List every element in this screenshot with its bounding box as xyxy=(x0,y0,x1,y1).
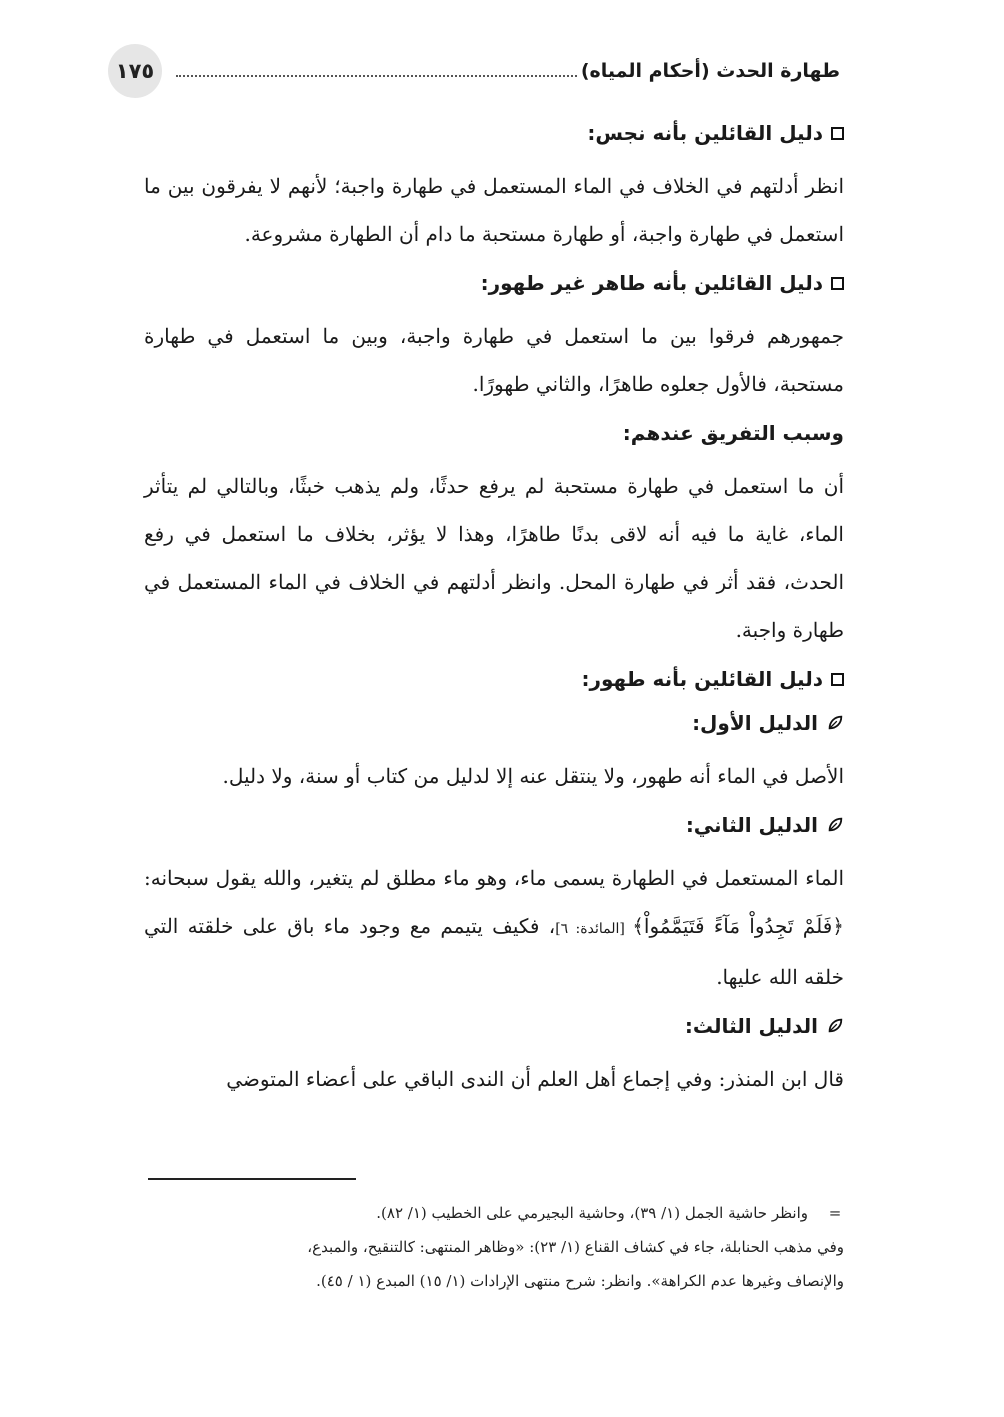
section-heading-text: دليل القائلين بأنه طهور: xyxy=(581,667,823,691)
footnote-line: والإنصاف وغيرها عدم الكراهة». وانظر: شرح منتهى الإرادات (١/ ١٥) المبدع (١ / ٤٥). xyxy=(316,1272,844,1290)
section-heading-najis xyxy=(144,118,844,148)
evidence-heading-third xyxy=(144,1011,844,1041)
paragraph: قال ابن المنذر: وفي إجماع أهل العلم أن الندى الباقي على أعضاء المتوضي xyxy=(226,1067,844,1091)
footnote-text: وانظر حاشية الجمل (١/ ٣٩)، وحاشية البجيرمي على الخطيب (١/ ٨٢). xyxy=(376,1204,808,1222)
footnote-line: وفي مذهب الحنابلة، جاء في كشاف القناع (١/ ٢٣): «وظاهر المنتهى: كالتنقيح، والمبدع، xyxy=(307,1238,844,1256)
text-after-quran: ، فكيف يتيمم مع وجود ماء باق على خلقته التي خلقه الله عليها. xyxy=(144,914,844,989)
evidence-heading-text: الدليل الثالث: xyxy=(684,1014,818,1038)
text-before-quran: الماء المستعمل في الطهارة يسمى ماء، وهو ماء مطلق لم يتغير، والله يقول سبحانه: xyxy=(144,866,844,890)
paragraph: أن ما استعمل في طهارة مستحبة لم يرفع حدثًا، ولم يذهب خبثًا، وبالتالي لم يتأثر الماء، غاية ما فيه أنه لاقى بدنًا طاهرًا، وهذا لا يؤثر، بخلاف ما استعمل في رفع الحدث، فقد أثر في طهارة المحل. وانظر أدلتهم في الخلاف في الماء المستعمل في طهارة واجبة. xyxy=(144,474,844,642)
page-number-text: ١٧٥ xyxy=(115,59,155,83)
evidence-heading-text: الدليل الأول: xyxy=(692,711,818,735)
footnotes xyxy=(144,1196,844,1298)
footnote-continuation-mark: = xyxy=(828,1204,842,1222)
paragraph: انظر أدلتهم في الخلاف في الماء المستعمل في طهارة واجبة؛ لأنهم لا يفرقون بين ما استعمل في طهارة واجبة، أو طهارة مستحبة ما دام أن الطهارة مشروعة. xyxy=(144,174,844,246)
paragraph-with-quran xyxy=(144,854,844,1001)
section-heading-text: دليل القائلين بأنه طاهر غير طهور: xyxy=(480,271,823,295)
footnote-line xyxy=(144,1196,844,1230)
running-header xyxy=(176,54,844,88)
quran-verse: ﴿فَلَمْ تَجِدُواْ مَآءً فَتَيَمَّمُواْ﴾ xyxy=(632,914,844,938)
section-heading-text: دليل القائلين بأنه نجس: xyxy=(587,121,823,145)
leaf-icon xyxy=(826,714,844,732)
subheading-text: وسبب التفريق عندهم: xyxy=(622,421,844,445)
checkbox-icon xyxy=(831,673,844,686)
leaf-icon xyxy=(826,816,844,834)
section-heading-tahur xyxy=(144,664,844,694)
page-number xyxy=(108,44,162,98)
checkbox-icon xyxy=(831,127,844,140)
header-leader-dots xyxy=(176,75,577,77)
subheading-reason xyxy=(144,418,844,448)
leaf-icon xyxy=(826,1017,844,1035)
evidence-heading-text: الدليل الثاني: xyxy=(685,813,818,837)
running-title: طهارة الحدث (أحكام المياه) xyxy=(580,60,840,82)
page-body xyxy=(144,108,844,1109)
evidence-heading-second xyxy=(144,810,844,840)
evidence-heading-first xyxy=(144,708,844,738)
paragraph: الأصل في الماء أنه طهور، ولا ينتقل عنه إلا لدليل من كتاب أو سنة، ولا دليل. xyxy=(222,764,844,788)
checkbox-icon xyxy=(831,277,844,290)
section-heading-tahir xyxy=(144,268,844,298)
quran-reference: [المائدة: ٦] xyxy=(555,921,633,937)
paragraph: جمهورهم فرقوا بين ما استعمل في طهارة واجبة، وبين ما استعمل في طهارة مستحبة، فالأول جعلوه طاهرًا، والثاني طهورًا. xyxy=(144,324,844,396)
footnote-separator xyxy=(148,1178,356,1180)
